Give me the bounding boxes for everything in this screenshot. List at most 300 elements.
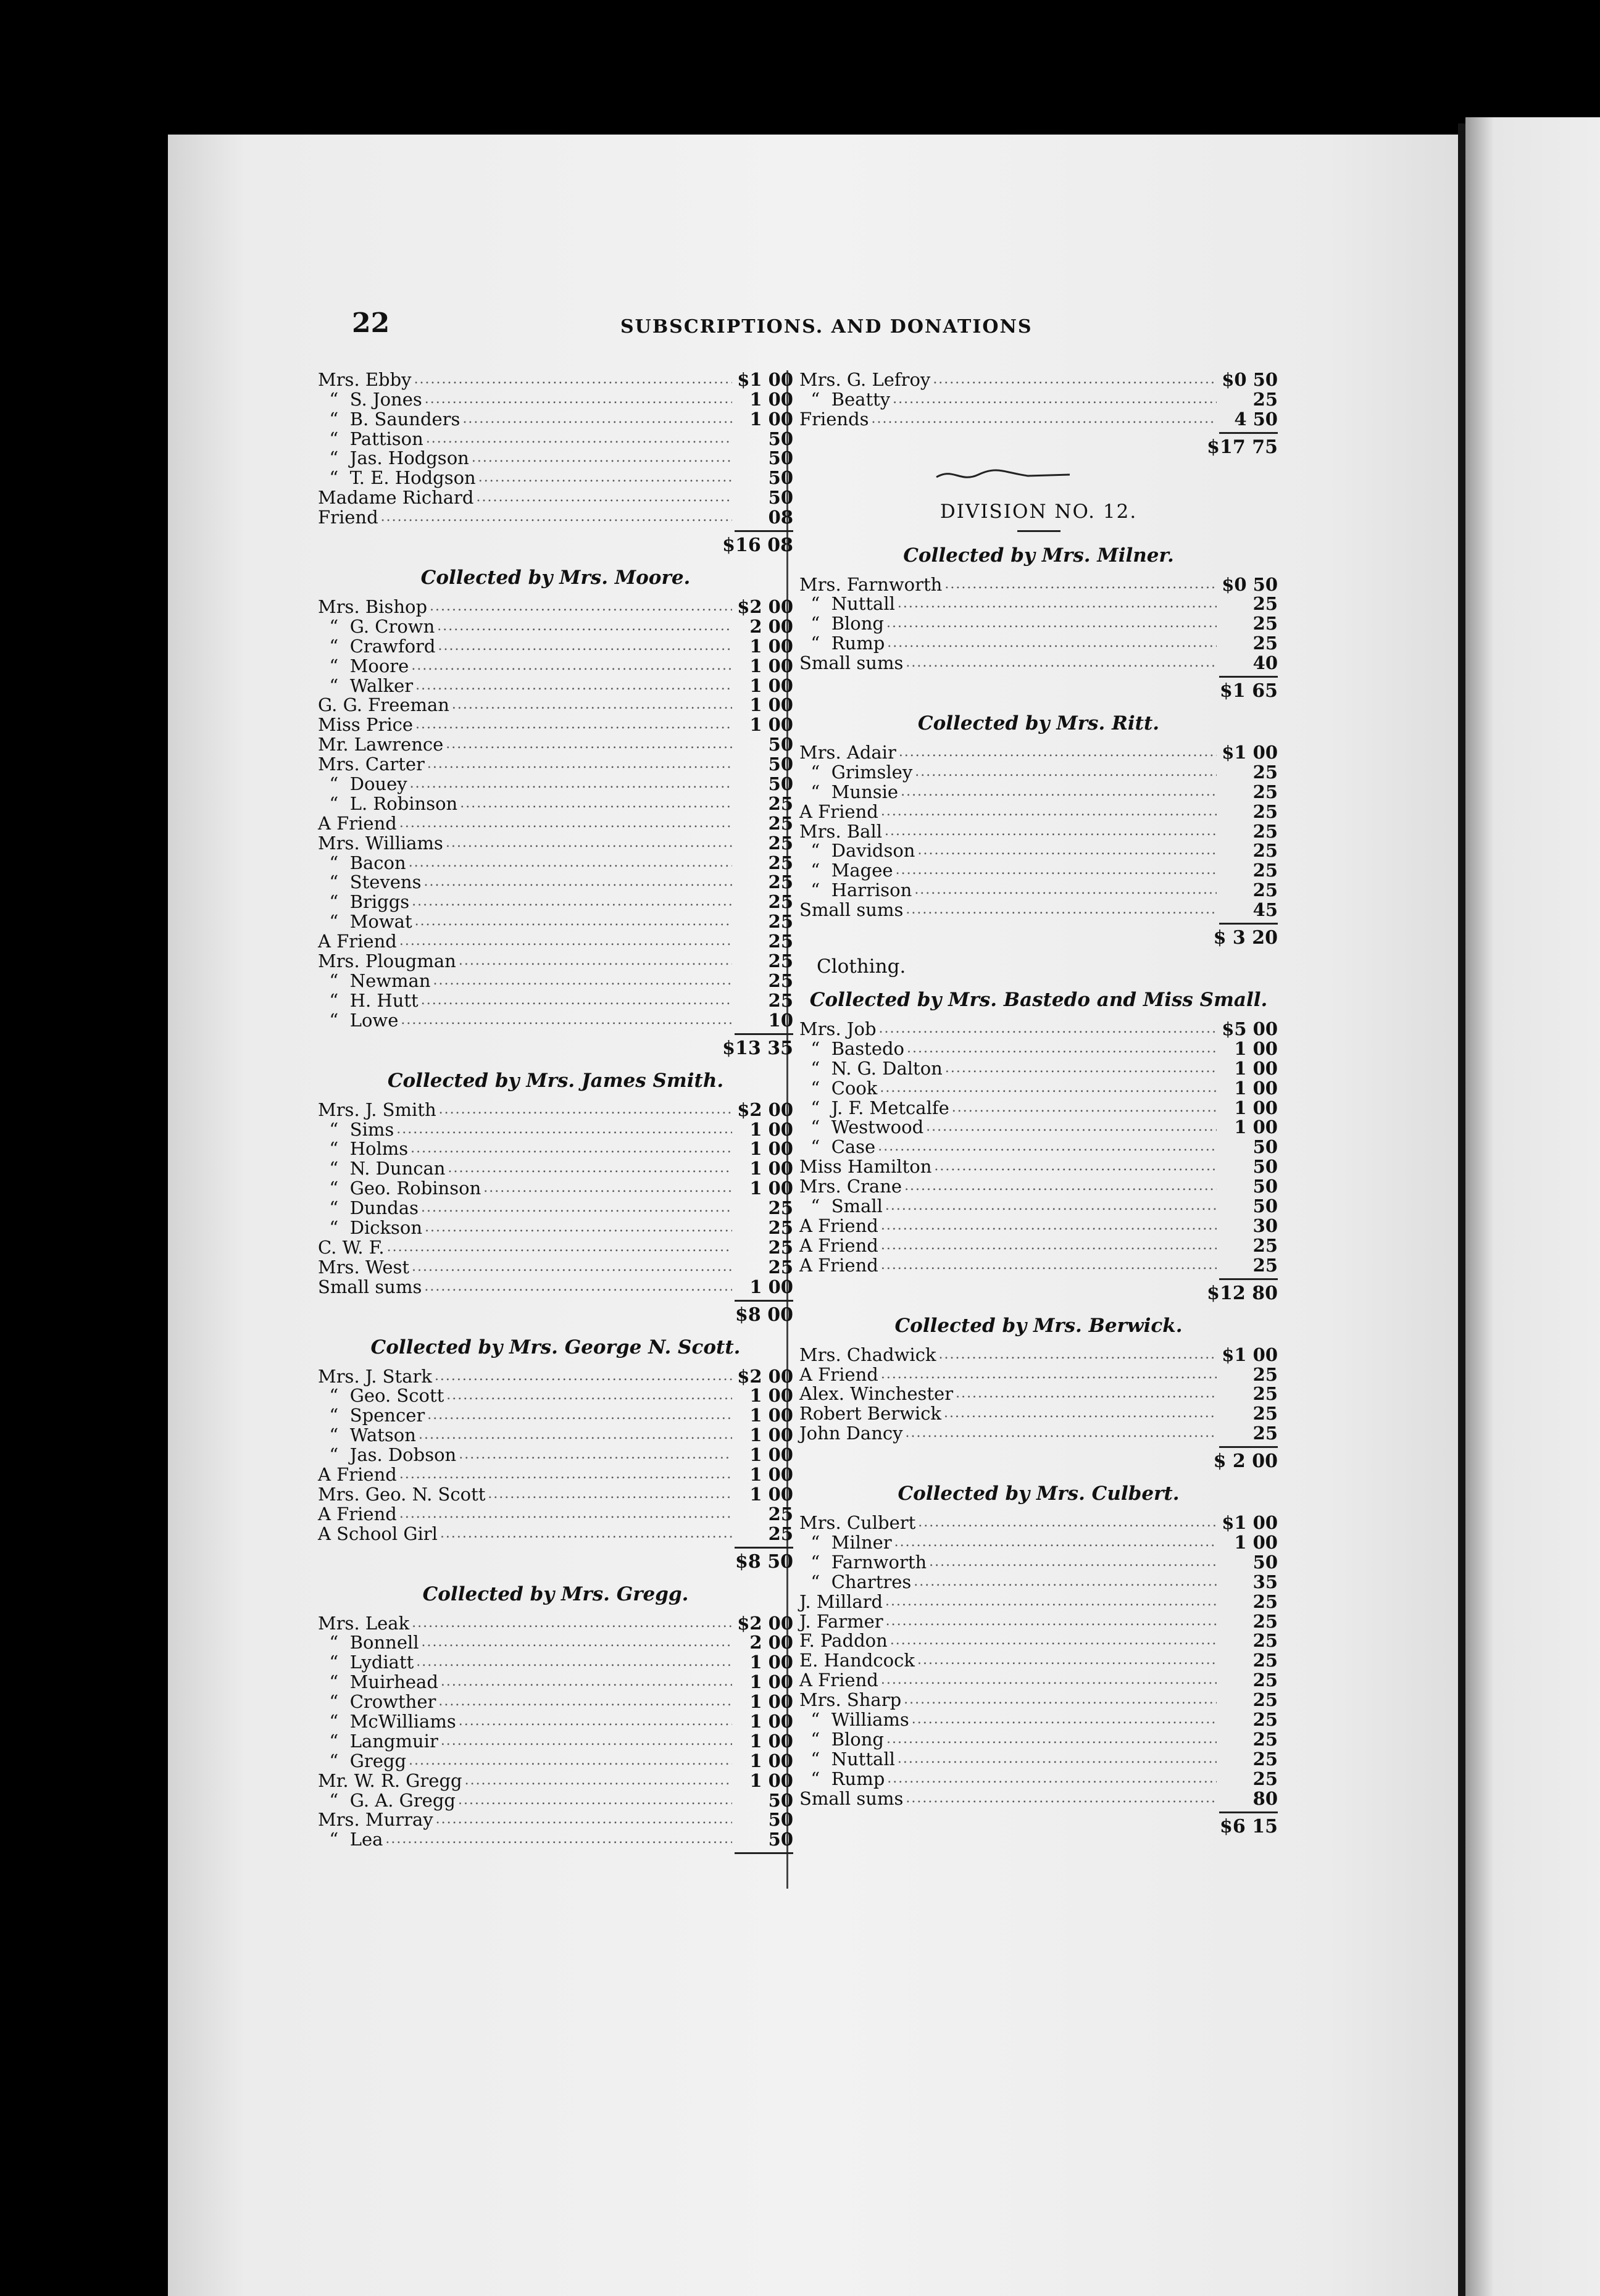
entry-row — [799, 1788, 1278, 1808]
ornament-flourish — [799, 461, 1278, 493]
entry-row — [318, 1257, 793, 1276]
leader-dots — [427, 1406, 732, 1425]
leader-dots — [906, 1424, 1217, 1442]
entry-row — [318, 428, 793, 448]
amount: 1 00 — [749, 1178, 793, 1199]
entry-row — [799, 1552, 1278, 1571]
entry-row — [799, 1196, 1278, 1215]
leader-dots — [934, 1157, 1217, 1176]
contributor-name: “ Muirhead — [318, 1671, 438, 1693]
amount: 50 — [1252, 1551, 1278, 1573]
amount: 1 00 — [749, 388, 793, 410]
leader-dots — [411, 657, 732, 675]
entry-row — [318, 1366, 793, 1386]
entry-row — [318, 1464, 793, 1484]
amount: 25 — [768, 1236, 793, 1258]
entry-row — [799, 1117, 1278, 1137]
amount: 1 00 — [749, 1483, 793, 1505]
leader-dots — [424, 1278, 732, 1296]
amount: 25 — [768, 871, 793, 893]
entry-row — [318, 1178, 793, 1197]
entry-row — [799, 1650, 1278, 1670]
section-total: $8 00 — [735, 1304, 793, 1326]
entry-row — [318, 1523, 793, 1543]
amount: 25 — [768, 1523, 793, 1544]
entry-row — [799, 762, 1278, 781]
leader-dots — [448, 1159, 732, 1178]
entry-row — [318, 1750, 793, 1770]
contributor-name: A Friend — [799, 1215, 878, 1236]
total-block — [318, 1852, 793, 1854]
leader-dots — [881, 802, 1217, 821]
contributor-name: C. W. F. — [318, 1236, 385, 1258]
leader-dots — [944, 575, 1217, 594]
leader-dots — [893, 390, 1217, 409]
contributor-name: “ Bastedo — [799, 1038, 905, 1059]
section-total: $12 80 — [1207, 1282, 1278, 1304]
amount: 1 00 — [749, 1750, 793, 1771]
section-heading: Collected by Mrs. Culbert. — [898, 1483, 1180, 1505]
total-block — [799, 923, 1278, 952]
leader-dots — [917, 841, 1217, 860]
amount: 1 00 — [749, 1444, 793, 1466]
contributor-name: A Friend — [799, 1254, 878, 1276]
leader-dots — [881, 1365, 1217, 1384]
entry-row — [318, 1691, 793, 1711]
leader-dots — [438, 1692, 732, 1711]
entry-row — [318, 1731, 793, 1750]
amount: 25 — [1252, 880, 1278, 901]
leader-dots — [462, 410, 732, 428]
division-title: DIVISION NO. 12. — [940, 500, 1138, 523]
amount: 50 — [768, 447, 793, 469]
entry-row — [799, 1058, 1278, 1078]
amount: 25 — [1252, 1234, 1278, 1256]
amount: 50 — [768, 487, 793, 509]
entry-row — [799, 1136, 1278, 1156]
amount: $1 00 — [1222, 742, 1278, 763]
leader-dots — [917, 1651, 1217, 1670]
contributor-name: J. Farmer — [799, 1610, 883, 1632]
section-total: $16 08 — [722, 534, 793, 557]
entry-row — [799, 801, 1278, 821]
contributor-name: “ Jas. Dobson — [318, 1444, 457, 1466]
contributor-name: Mr. Lawrence — [318, 734, 444, 755]
contributor-name: “ B. Saunders — [318, 408, 460, 430]
entry-row — [318, 389, 793, 409]
total-rule — [735, 1852, 793, 1854]
entry-row — [318, 695, 793, 715]
leader-dots — [436, 1810, 732, 1829]
entry-row — [318, 1386, 793, 1405]
entry-row — [318, 1770, 793, 1790]
contributor-name: “ Gregg — [318, 1750, 407, 1771]
leader-dots — [412, 892, 732, 911]
entry-row — [318, 655, 793, 675]
contributor-name: “ Westwood — [799, 1117, 924, 1138]
entry-row — [318, 1139, 793, 1158]
leader-dots — [415, 676, 732, 695]
right-column — [799, 369, 1278, 1841]
leader-dots — [387, 1238, 732, 1257]
amount: 25 — [1252, 840, 1278, 862]
leader-dots — [459, 952, 732, 970]
leader-dots — [872, 410, 1217, 428]
leader-dots — [898, 594, 1217, 613]
entry-row — [799, 1078, 1278, 1097]
amount: 2 00 — [749, 615, 793, 637]
leader-dots — [944, 1404, 1217, 1423]
leader-dots — [458, 1791, 732, 1810]
contributor-name: “ Milner — [799, 1531, 892, 1553]
entry-row — [799, 1512, 1278, 1532]
contributor-name: F. Paddon — [799, 1630, 888, 1652]
contributor-name: Alex. Winchester — [799, 1383, 954, 1405]
entry-row — [318, 1276, 793, 1296]
contributor-name: E. Handcock — [799, 1650, 915, 1671]
contributor-name: Mrs. Murray — [318, 1809, 433, 1831]
contributor-name: “ Geo. Scott — [318, 1385, 444, 1407]
amount: $5 00 — [1222, 1018, 1278, 1040]
amount: 40 — [1252, 652, 1278, 674]
entry-row — [318, 596, 793, 616]
leader-dots — [898, 1750, 1217, 1768]
contributor-name: “ Farnworth — [799, 1551, 927, 1573]
entry-row — [318, 369, 793, 389]
contributor-name: A Friend — [318, 812, 397, 834]
entry-row — [318, 734, 793, 754]
entry-row — [318, 1099, 793, 1119]
amount: 25 — [1252, 801, 1278, 822]
amount: 25 — [1252, 860, 1278, 881]
amount: 25 — [1252, 613, 1278, 634]
leader-dots — [399, 1505, 732, 1523]
leader-dots — [422, 1633, 732, 1652]
section-total: $6 15 — [1220, 1815, 1278, 1837]
entry-row — [318, 487, 793, 507]
section-total: $1 65 — [1220, 680, 1278, 702]
amount: 50 — [768, 1809, 793, 1831]
entry-row — [799, 1344, 1278, 1364]
amount: 1 00 — [1234, 1531, 1278, 1553]
entry-row — [318, 833, 793, 852]
amount: $2 00 — [737, 596, 793, 618]
leader-dots — [401, 1011, 732, 1029]
contributor-name: A Friend — [318, 931, 397, 952]
entry-row — [318, 1829, 793, 1849]
contributor-name: Friends — [799, 408, 869, 430]
entry-row — [799, 1631, 1278, 1650]
entry-row — [799, 899, 1278, 919]
entry-row — [318, 1405, 793, 1425]
entry-row — [318, 1504, 793, 1523]
section-heading: Collected by Mrs. George N. Scott. — [370, 1336, 741, 1358]
leader-dots — [446, 735, 732, 754]
facing-page-edge — [1465, 117, 1600, 2296]
leader-dots — [894, 1533, 1217, 1552]
leader-dots — [939, 1346, 1217, 1364]
leader-dots — [906, 1789, 1217, 1808]
contributor-name: Mrs. Farnworth — [799, 573, 943, 595]
leader-dots — [904, 1691, 1217, 1709]
leader-dots — [441, 1732, 732, 1750]
contributor-name: “ Crawford — [318, 635, 436, 657]
contributor-name: “ Harrison — [799, 880, 912, 901]
contributor-name: Mrs. Sharp — [799, 1689, 902, 1711]
amount: 25 — [768, 1217, 793, 1238]
contributor-name: “ Bonnell — [318, 1632, 419, 1653]
entry-row — [799, 1038, 1278, 1058]
amount: 25 — [1252, 781, 1278, 802]
leader-dots — [881, 1236, 1217, 1255]
contributor-name: Mrs. Ball — [799, 820, 883, 842]
page-gutter — [1458, 123, 1465, 2296]
amount: 1 00 — [1234, 1097, 1278, 1118]
contributor-name: G. G. Freeman — [318, 694, 449, 716]
leader-dots — [437, 617, 732, 636]
amount: 50 — [1252, 1156, 1278, 1178]
amount: 1 00 — [1234, 1077, 1278, 1099]
section-heading: Collected by Mrs. Bastedo and Miss Small. — [809, 989, 1268, 1012]
amount: 25 — [1252, 1403, 1278, 1425]
section-heading: Collected by Mrs. James Smith. — [387, 1069, 724, 1092]
leader-dots — [880, 1079, 1217, 1097]
leader-dots — [399, 1465, 732, 1484]
amount: 1 00 — [1234, 1117, 1278, 1138]
leader-dots — [885, 1592, 1217, 1611]
amount: 1 00 — [749, 1385, 793, 1407]
amount: 1 00 — [749, 1671, 793, 1693]
amount: 25 — [768, 792, 793, 814]
contributor-name: “ Case — [799, 1136, 876, 1158]
contributor-name: “ Chartres — [799, 1571, 912, 1592]
leader-dots — [887, 1770, 1217, 1788]
contributor-name: Friend — [318, 507, 378, 528]
contributor-name: John Dancy — [799, 1423, 903, 1444]
leader-dots — [396, 1120, 732, 1139]
amount: 1 00 — [749, 1405, 793, 1426]
entry-row — [799, 1176, 1278, 1196]
leader-dots — [912, 1710, 1217, 1729]
amount: 1 00 — [749, 1652, 793, 1673]
leader-dots — [906, 901, 1217, 919]
total-block — [799, 1278, 1278, 1307]
amount: 1 00 — [749, 694, 793, 716]
contributor-name: “ Stevens — [318, 871, 422, 893]
contributor-name: “ Cook — [799, 1077, 878, 1099]
contributor-name: “ McWilliams — [318, 1710, 456, 1732]
contributor-name: Small sums — [799, 1787, 904, 1809]
amount: 25 — [1252, 1748, 1278, 1770]
contributor-name: “ N. Duncan — [318, 1158, 446, 1179]
contributor-name: “ N. G. Dalton — [799, 1057, 943, 1079]
entry-row — [318, 507, 793, 526]
contributor-name: “ Holms — [318, 1138, 409, 1160]
entry-row — [318, 1119, 793, 1139]
amount: 25 — [1252, 1591, 1278, 1612]
entry-row — [799, 1768, 1278, 1788]
leader-dots — [886, 1612, 1217, 1631]
leader-dots — [914, 1573, 1217, 1591]
contributor-name: “ Munsie — [799, 781, 899, 802]
amount: $2 00 — [737, 1365, 793, 1387]
contributor-name: “ Newman — [318, 970, 431, 991]
contributor-name: “ L. Robinson — [318, 792, 458, 814]
contributor-name: “ Dundas — [318, 1197, 419, 1219]
leader-dots — [452, 696, 732, 714]
contributor-name: Mrs. Adair — [799, 742, 896, 763]
entry-row — [799, 389, 1278, 409]
leader-dots — [430, 597, 732, 616]
contributor-name: “ Rump — [799, 633, 885, 654]
entry-row — [799, 1156, 1278, 1176]
leader-dots — [472, 449, 732, 467]
leader-dots — [425, 390, 732, 409]
amount: 25 — [1252, 388, 1278, 410]
entry-row — [799, 409, 1278, 428]
entry-row — [799, 1670, 1278, 1689]
section-heading: Collected by Mrs. Ritt. — [917, 712, 1160, 735]
entry-row — [318, 931, 793, 950]
contributor-name: Mrs. Geo. N. Scott — [318, 1483, 486, 1505]
amount: 50 — [768, 428, 793, 449]
contributor-name: A Friend — [318, 1503, 397, 1524]
leader-dots — [424, 873, 733, 891]
leader-dots — [460, 794, 732, 813]
entry-row — [318, 1444, 793, 1464]
leader-dots — [459, 1712, 732, 1731]
amount: 25 — [1252, 1670, 1278, 1691]
amount: 25 — [1252, 761, 1278, 783]
amount: 25 — [768, 1503, 793, 1524]
amount: 1 00 — [749, 1691, 793, 1713]
section-total: $ 2 00 — [1213, 1450, 1278, 1473]
contributor-name: “ Moore — [318, 655, 409, 676]
contributor-name: “ Langmuir — [318, 1730, 438, 1752]
leader-dots — [419, 1426, 732, 1444]
entry-row — [318, 754, 793, 773]
entry-row — [799, 1689, 1278, 1709]
contributor-name: Mrs. Ebby — [318, 368, 412, 390]
continued-list — [799, 369, 1278, 461]
amount: 25 — [768, 1197, 793, 1219]
entry-row — [799, 860, 1278, 880]
leader-dots — [483, 1179, 732, 1197]
entry-row — [318, 793, 793, 813]
entry-row — [318, 872, 793, 892]
leader-dots — [446, 834, 732, 852]
entry-row — [318, 970, 793, 990]
entry-row — [318, 990, 793, 1010]
entry-row — [318, 773, 793, 793]
page-number: 22 — [352, 307, 390, 339]
contributor-name: “ Watson — [318, 1425, 416, 1446]
leader-dots — [425, 1218, 732, 1237]
leader-dots — [886, 1730, 1217, 1749]
amount: 50 — [768, 467, 793, 489]
amount: 25 — [768, 911, 793, 933]
amount: $1 00 — [1222, 1512, 1278, 1534]
contributor-name: “ G. A. Gregg — [318, 1789, 456, 1811]
section-heading: Collected by Mrs. Moore. — [420, 567, 691, 589]
entry-row — [318, 1671, 793, 1691]
contributor-name: “ Nuttall — [799, 1748, 895, 1770]
contributor-name: Small sums — [799, 899, 904, 921]
total-block — [318, 1300, 793, 1329]
leader-dots — [410, 775, 732, 793]
contributor-name: “ Lowe — [318, 1009, 399, 1031]
running-head: SUBSCRIPTIONS. AND DONATIONS — [620, 316, 1033, 338]
amount: 1 00 — [749, 1138, 793, 1160]
entry-row — [799, 652, 1278, 672]
amount: 25 — [768, 812, 793, 834]
entry-row — [318, 1158, 793, 1178]
leader-dots — [421, 991, 732, 1010]
amount: 1 00 — [749, 408, 793, 430]
leader-dots — [435, 1367, 732, 1386]
amount: 25 — [768, 970, 793, 991]
leader-dots — [929, 1553, 1217, 1571]
entry-row — [318, 950, 793, 970]
entry-row — [318, 1790, 793, 1810]
amount: 50 — [768, 754, 793, 775]
amount: 25 — [1252, 1254, 1278, 1276]
leader-dots — [945, 1059, 1217, 1078]
contributor-name: “ Lea — [318, 1829, 383, 1850]
entry-row — [799, 1215, 1278, 1235]
amount: 1 00 — [749, 1730, 793, 1752]
amount: 50 — [1252, 1196, 1278, 1217]
amount: 50 — [768, 1829, 793, 1850]
leader-dots — [426, 430, 732, 448]
contributor-name: “ Magee — [799, 860, 893, 881]
entry-row — [318, 675, 793, 695]
amount: 50 — [768, 1789, 793, 1811]
entry-row — [318, 911, 793, 931]
entry-row — [318, 1633, 793, 1652]
entry-row — [799, 613, 1278, 633]
entry-row — [318, 1010, 793, 1029]
amount: 1 00 — [749, 1276, 793, 1297]
amount: $0 50 — [1222, 368, 1278, 390]
leader-dots — [878, 1138, 1217, 1156]
amount: 25 — [1252, 1728, 1278, 1750]
entry-row — [799, 1709, 1278, 1729]
amount: 50 — [768, 773, 793, 795]
leader-dots — [885, 1197, 1217, 1215]
leader-dots — [896, 861, 1217, 880]
leader-dots — [441, 1673, 732, 1691]
division-rule — [1017, 530, 1060, 532]
amount: 1 00 — [749, 1710, 793, 1732]
entry-row — [799, 781, 1278, 801]
leader-dots — [918, 1513, 1217, 1532]
amount: 1 00 — [749, 1158, 793, 1179]
amount: 25 — [1252, 820, 1278, 842]
entry-row — [318, 891, 793, 911]
leader-dots — [904, 1177, 1217, 1196]
amount: $1 00 — [737, 368, 793, 390]
entry-row — [799, 841, 1278, 860]
contributor-name: Mrs. J. Smith — [318, 1099, 436, 1120]
contributor-name: Robert Berwick — [799, 1403, 942, 1425]
total-block — [799, 1811, 1278, 1841]
amount: 1 00 — [1234, 1038, 1278, 1059]
contributor-name: A Friend — [799, 1363, 878, 1385]
leader-dots — [412, 1614, 732, 1633]
contributor-name: “ Bacon — [318, 852, 406, 873]
leader-dots — [385, 1830, 732, 1849]
